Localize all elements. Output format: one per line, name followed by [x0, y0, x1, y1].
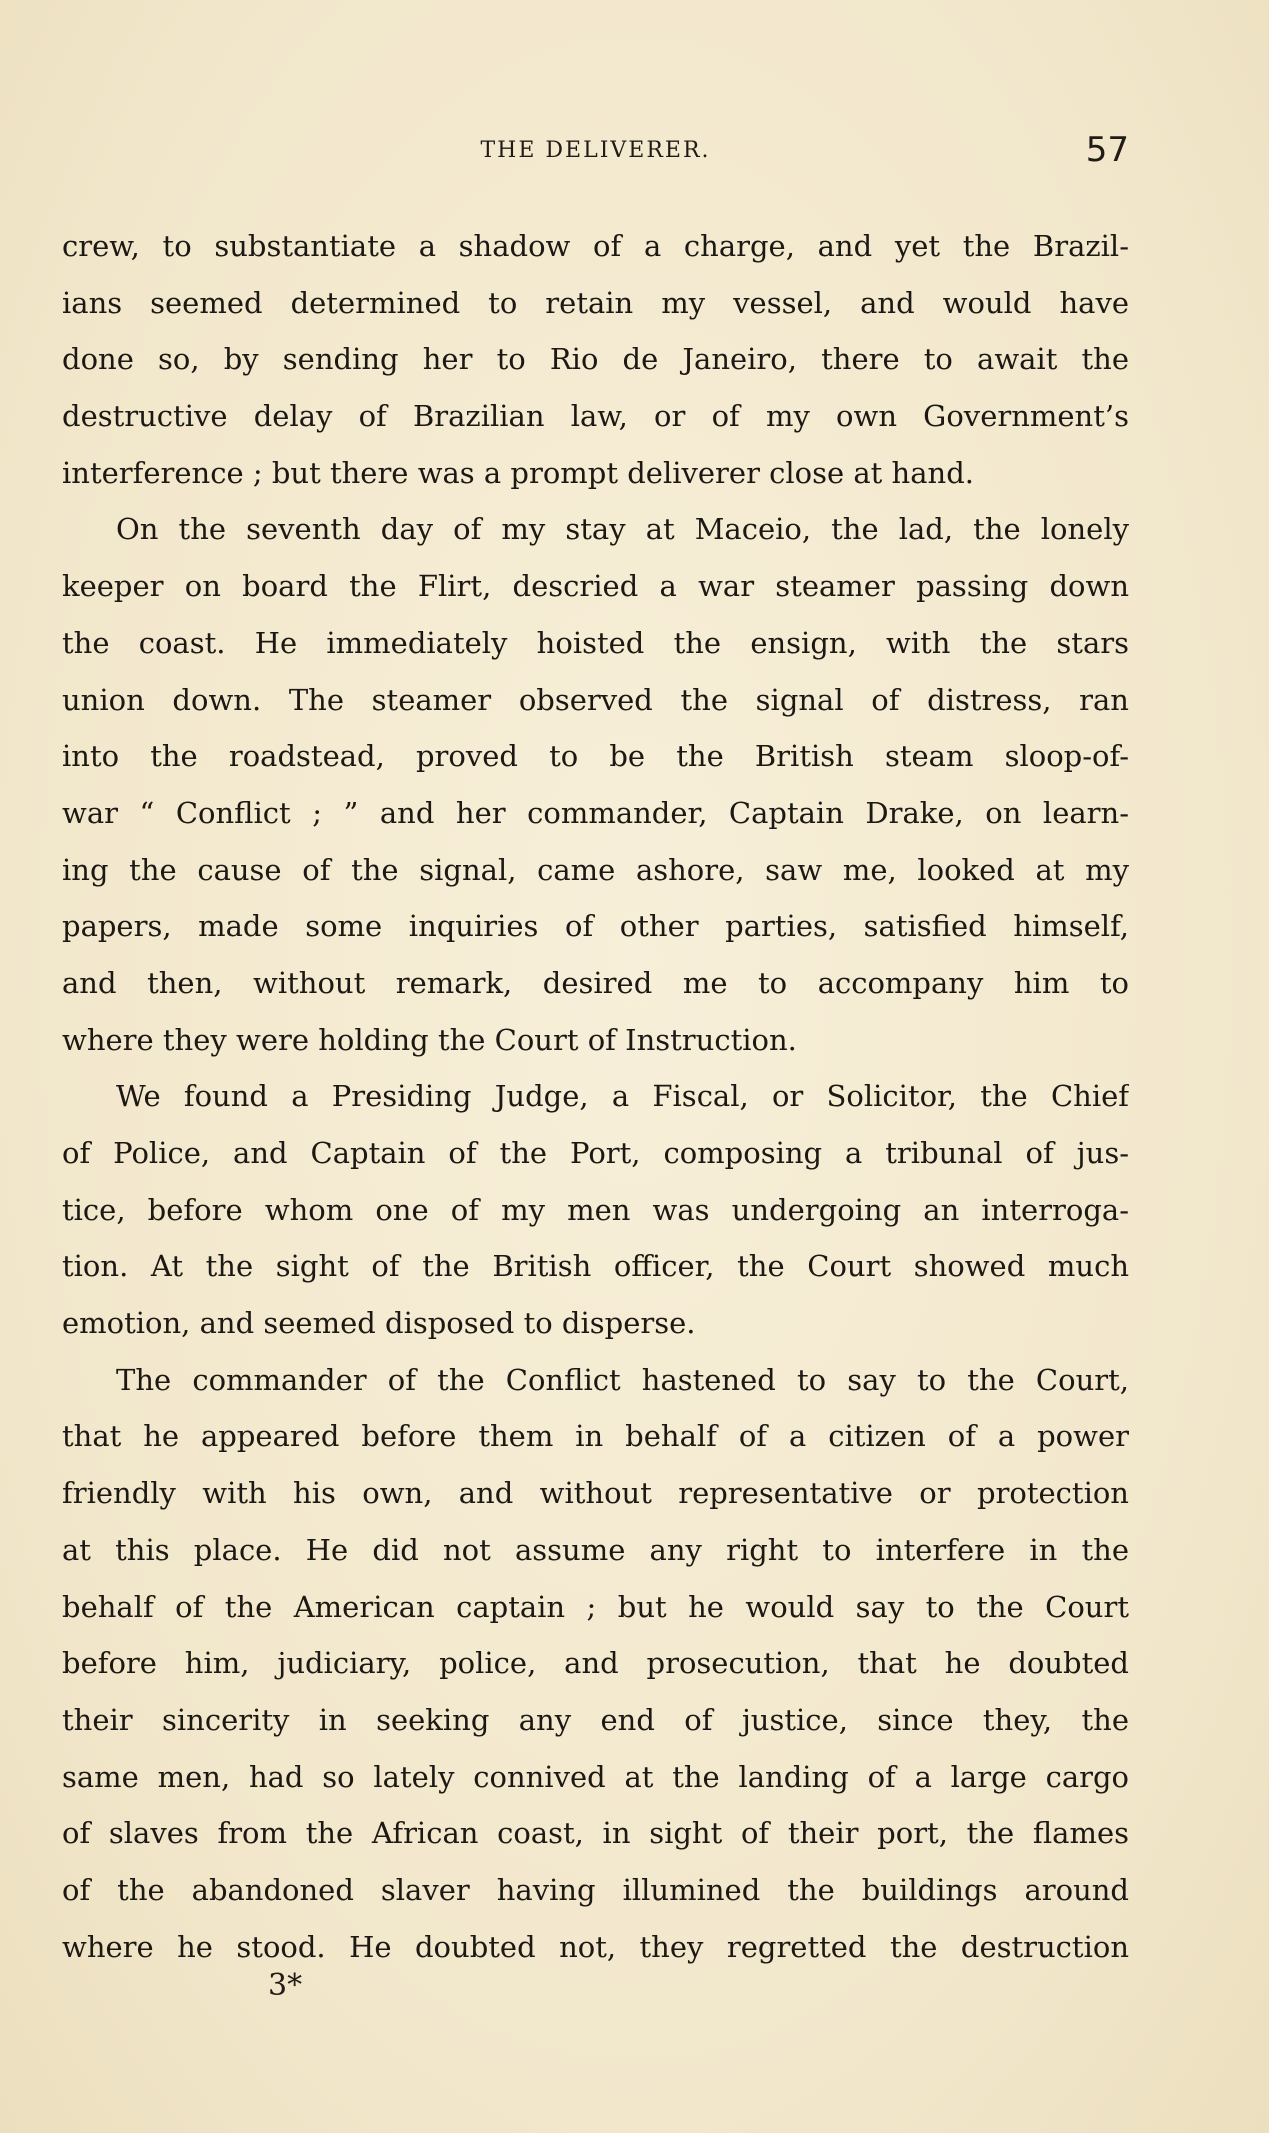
text-line: into the roadstead, proved to be the British steam sloop-of-	[62, 739, 1129, 774]
text-line: war “ Conflict ; ” and her commander, Captain Drake, on learn-	[62, 795, 1129, 830]
text-line: keeper on board the Flirt, descried a war steamer passing down	[62, 569, 1129, 604]
text-line: of Police, and Captain of the Port, composing a tribunal of jus-	[62, 1136, 1129, 1170]
text-line: same men, had so lately connived at the landing of a large cargo	[62, 1759, 1129, 1794]
text-line: where he stood. He doubted not, they regretted the destruction	[62, 1929, 1129, 1964]
text-line: union down. The steamer observed the signal of distress, ran	[62, 682, 1129, 717]
text-line: that he appeared before them in behalf of a citizen of a power	[62, 1419, 1129, 1454]
page-header	[62, 130, 1129, 176]
text-line: tion. At the sight of the British officer, the Court showed much	[62, 1249, 1129, 1284]
text-line: done so, by sending her to Rio de Janeiro, there to await the	[62, 342, 1129, 377]
text-line: behalf of the American captain ; but he would say to the Court	[62, 1589, 1129, 1624]
body-text	[62, 218, 1129, 1975]
running-head: THE DELIVERER.	[480, 138, 711, 163]
text-line: destructive delay of Brazilian law, or of my own Government’s	[62, 399, 1129, 434]
text-line: where they were holding the Court of Instruction.	[62, 1022, 797, 1057]
text-line: of the abandoned slaver having illumined the buildings around	[62, 1872, 1129, 1907]
text-line: ians seemed determined to retain my vessel, and would have	[62, 285, 1129, 320]
text-line: The commander of the Conflict hastened to say to the Court,	[116, 1362, 1129, 1397]
text-line: crew, to substantiate a shadow of a charge, and yet the Brazil-	[62, 229, 1129, 263]
text-line: at this place. He did not assume any right to interfere in the	[62, 1532, 1129, 1567]
text-line: We found a Presiding Judge, a Fiscal, or Solicitor, the Chief	[116, 1079, 1129, 1114]
text-line: friendly with his own, and without representative or protection	[62, 1476, 1129, 1511]
text-line: of slaves from the African coast, in sight of their port, the flames	[62, 1816, 1129, 1851]
text-line: the coast. He immediately hoisted the ensign, with the stars	[62, 625, 1129, 660]
text-line: their sincerity in seeking any end of justice, since they, the	[62, 1702, 1129, 1737]
text-line: ing the cause of the signal, came ashore, saw me, looked at my	[62, 852, 1129, 887]
text-line: before him, judiciary, police, and prosecution, that he doubted	[62, 1646, 1129, 1681]
text-line: emotion, and seemed disposed to disperse.	[62, 1306, 696, 1341]
text-line: On the seventh day of my stay at Maceio, the lad, the lonely	[116, 512, 1129, 547]
signature-mark: 3*	[268, 1968, 303, 2003]
text-line: papers, made some inquiries of other parties, satisfied himself,	[62, 909, 1129, 944]
text-line: and then, without remark, desired me to accompany him to	[62, 965, 1129, 1000]
page-number: 57	[1085, 130, 1129, 170]
text-line: interference ; but there was a prompt deliverer close at hand.	[62, 455, 974, 490]
text-line: tice, before whom one of my men was undergoing an interroga-	[62, 1192, 1129, 1227]
